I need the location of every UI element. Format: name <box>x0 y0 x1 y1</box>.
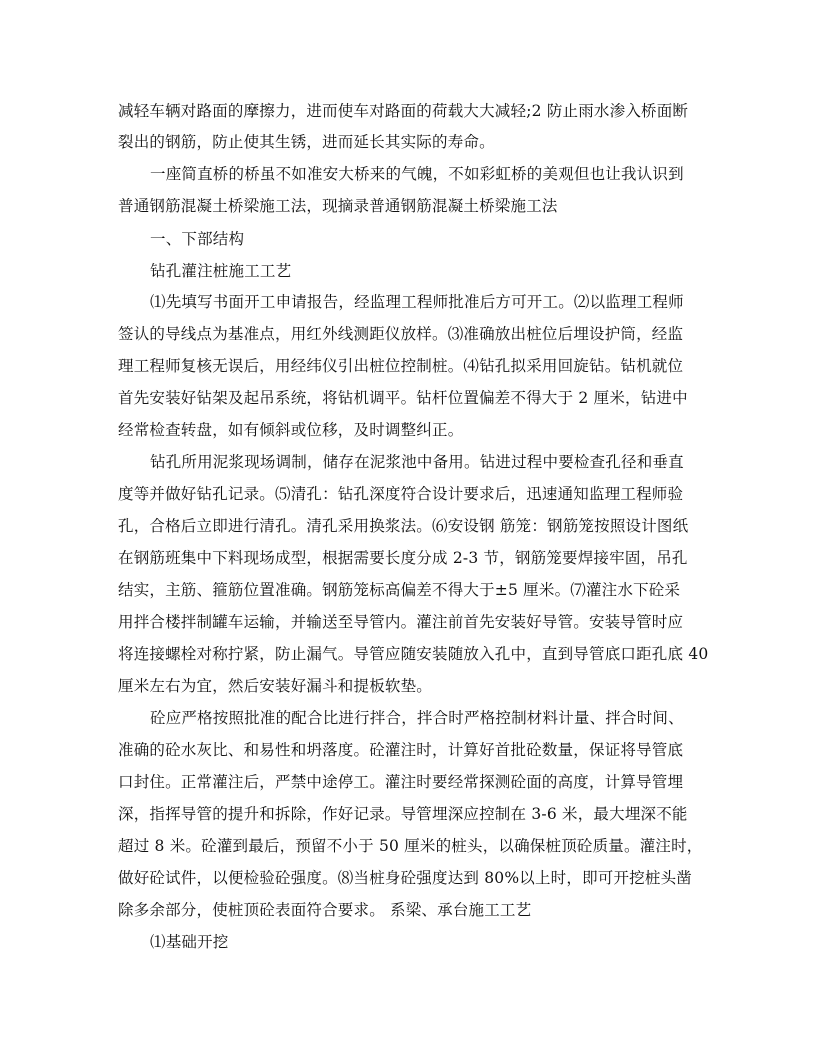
text-line: 孔，合格后立即进行清孔。清孔采用换浆法。⑹安设钢 筋笼：钢筋笼按照设计图纸 <box>118 517 689 535</box>
text-line: 口封住。正常灌注后，严禁中途停工。灌注时要经常探测砼面的高度，计算导管埋 <box>118 773 684 791</box>
text-line: 签认的导线点为基准点，用红外线测距仪放样。⑶准确放出桩位后埋设护筒，经监 <box>118 325 684 343</box>
text-line: 经常检查转盘，如有倾斜或位移，及时调整纠正。 <box>118 421 464 439</box>
text-line: 超过 8 米。砼灌到最后，预留不小于 50 厘米的桩头，以确保桩顶砼质量。灌注时， <box>118 837 703 855</box>
text-line: 首先安装好钻架及起吊系统，将钻机调平。钻杆位置偏差不得大于 2 厘米，钻进中 <box>118 389 688 407</box>
text-line: 理工程师复核无误后，用经纬仪引出桩位控制桩。⑷钻孔拟采用回旋钻。钻机就位 <box>118 357 684 375</box>
text-line: 度等并做好钻孔记录。⑸清孔：钻孔深度符合设计要求后，迅速通知监理工程师验 <box>118 485 684 503</box>
text-line: 砼应严格按照批准的配合比进行拌合，拌合时严格控制材料计量、拌合时间、 <box>150 709 684 727</box>
text-line: 普通钢筋混凝土桥梁施工法，现摘录普通钢筋混凝土桥梁施工法 <box>118 197 558 215</box>
text-line: ⑴先填写书面开工申请报告，经监理工程师批准后方可开工。⑵以监理工程师 <box>150 293 684 311</box>
text-line: 结实，主筋、箍筋位置准确。钢筋笼标高偏差不得大于±5 厘米。⑺灌注水下砼采 <box>118 581 681 599</box>
text-line: 裂出的钢筋，防止使其生锈，进而延长其实际的寿命。 <box>118 133 495 151</box>
text-line: 准确的砼水灰比、和易性和坍落度。砼灌注时，计算好首批砼数量，保证将导管底 <box>118 741 684 759</box>
text-line: 在钢筋班集中下料现场成型，根据需要长度分成 2-3 节，钢筋笼要焊接牢固，吊孔 <box>118 549 688 567</box>
text-line: 除多余部分，使桩顶砼表面符合要求。 系梁、承台施工工艺 <box>118 901 532 919</box>
subsection-heading: 钻孔灌注桩施工工艺 <box>150 262 292 280</box>
text-line: ⑴基础开挖 <box>150 933 229 951</box>
text-line: 用拌合楼拌制罐车运输，并输送至导管内。灌注前首先安装好导管。安装导管时应 <box>118 613 684 631</box>
text-line: 将连接螺栓对称拧紧，防止漏气。导管应随安装随放入孔中，直到导管底口距孔底 40 <box>118 645 709 663</box>
text-line: 钻孔所用泥浆现场调制，储存在泥浆池中备用。钻进过程中要检查孔径和垂直 <box>150 453 684 471</box>
section-heading: 一、下部结构 <box>150 230 245 248</box>
text-line: 减轻车辆对路面的摩擦力，进而使车对路面的荷载大大减轻;2 防止雨水渗入桥面断 <box>118 102 689 120</box>
text-line: 深，指挥导管的提升和拆除，作好记录。导管埋深应控制在 3-6 米，最大埋深不能 <box>118 805 688 823</box>
text-line: 做好砼试件，以便检验砼强度。⑻当桩身砼强度达到 80%以上时，即可开挖桩头凿 <box>118 869 692 887</box>
text-line: 厘米左右为宜，然后安装好漏斗和提板软垫。 <box>118 677 433 695</box>
text-line: 一座简直桥的桥虽不如准安大桥来的气魄，不如彩虹桥的美观但也让我认识到 <box>150 165 684 183</box>
